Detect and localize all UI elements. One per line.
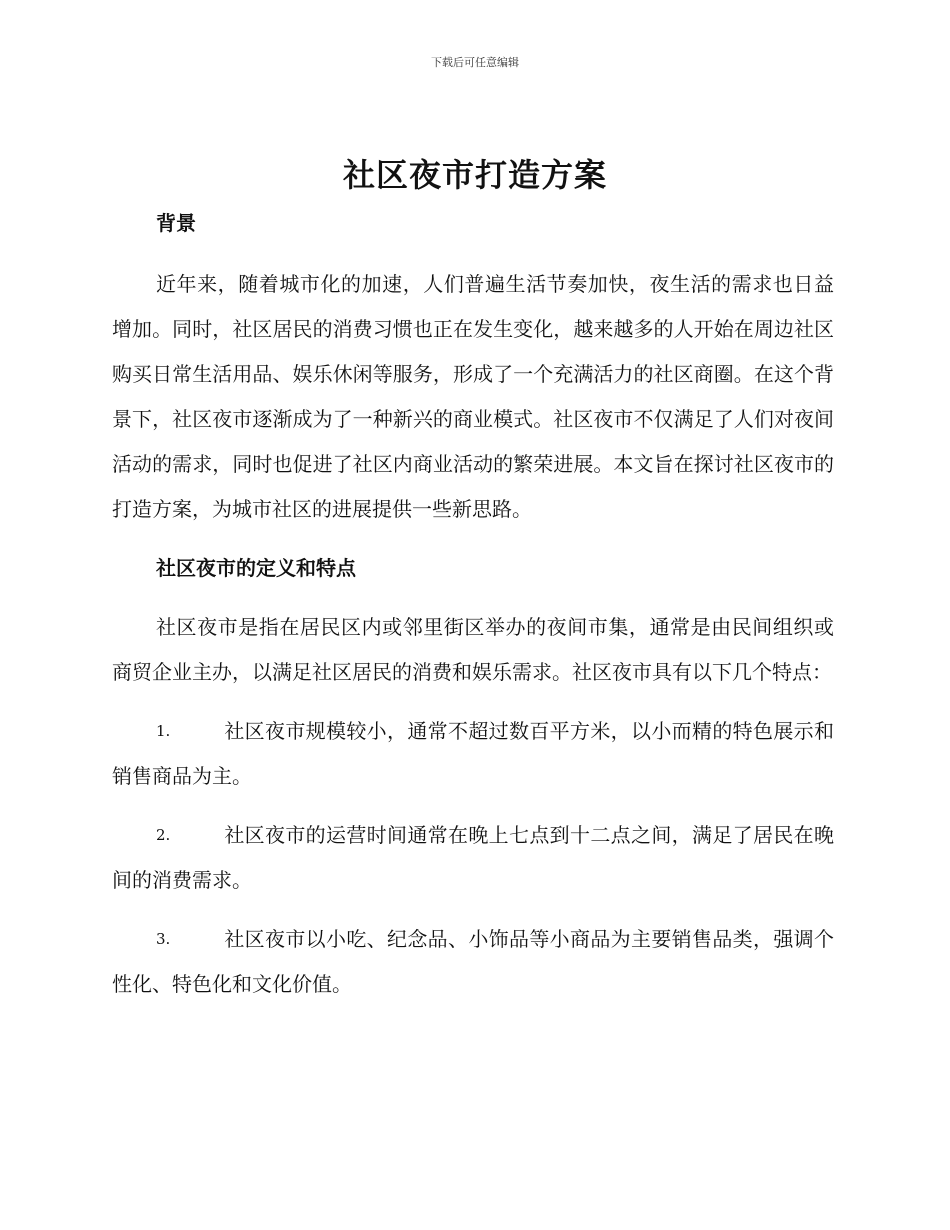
background-paragraph: 近年来，随着城市化的加速，人们普遍生活节奏加快，夜生活的需求也日益增加。同时，社区居民的消费习惯也正在发生变化，越来越多的人开始在周边社区购买日常生活用品、娱乐休闲等服务，形成了一个充满活力的社区商圈。在这个背景下，社区夜市逐渐成为了一种新兴的商业模式。社区夜市不仅满足了人们对夜间活动的需求，同时也促进了社区内商业活动的繁荣进展。本文旨在探讨社区夜市的打造方案，为城市社区的进展提供一些新思路。 <box>112 272 834 521</box>
document-body <box>112 201 834 1007</box>
list-item-text: 社区夜市以小吃、纪念品、小饰品等小商品为主要销售品类，强调个性化、特色化和文化价值。 <box>112 927 834 996</box>
spacer <box>112 695 834 709</box>
list-item-number: 1. <box>156 722 171 740</box>
definition-paragraph: 社区夜市是指在居民区内或邻里街区举办的夜间市集，通常是由民间组织或商贸企业主办，以满足社区居民的消费和娱乐需求。社区夜市具有以下几个特点： <box>112 615 834 684</box>
list-item <box>112 709 834 799</box>
list-item-text: 社区夜市规模较小，通常不超过数百平方米，以小而精的特色展示和销售商品为主。 <box>112 719 834 788</box>
list-item-number: 3. <box>156 930 171 948</box>
section-heading-background: 背景 <box>156 211 196 235</box>
spacer <box>112 799 834 813</box>
list-item <box>112 917 834 1007</box>
spacer <box>112 532 834 546</box>
header-note: 下载后可任意编辑 <box>431 56 519 69</box>
section-heading-definition: 社区夜市的定义和特点 <box>156 556 356 580</box>
list-item-number: 2. <box>156 826 171 844</box>
document-title: 社区夜市打造方案 <box>342 156 607 194</box>
spacer <box>112 246 834 262</box>
spacer <box>112 903 834 917</box>
list-item-text: 社区夜市的运营时间通常在晚上七点到十二点之间，满足了居民在晚间的消费需求。 <box>112 823 834 892</box>
spacer <box>112 591 834 605</box>
list-item <box>112 813 834 903</box>
